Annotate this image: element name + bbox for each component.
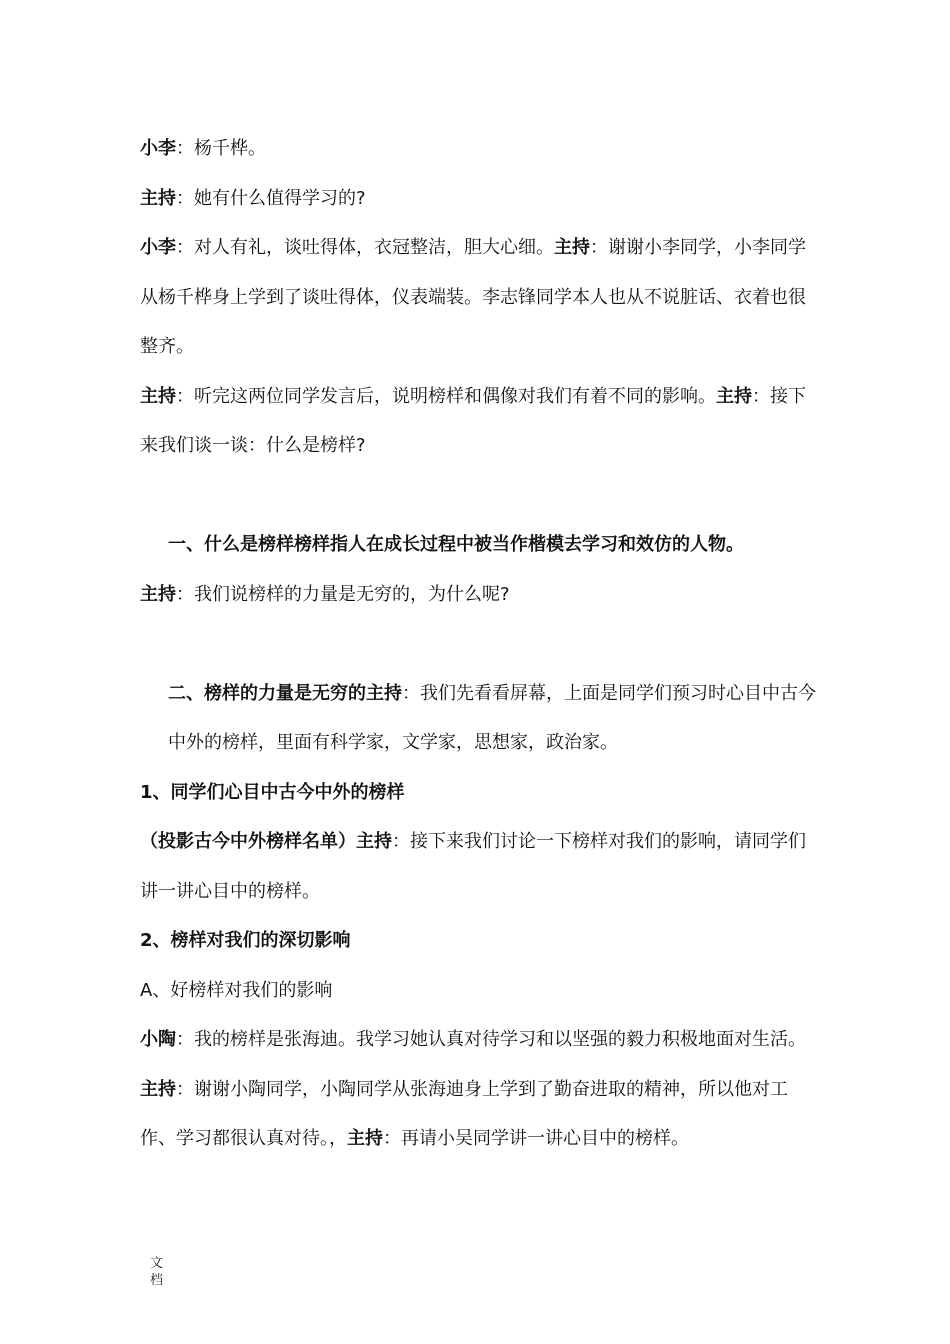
speaker-label: 主持 xyxy=(716,385,752,407)
paragraph xyxy=(140,174,820,224)
speech-text: A、好榜样对我们的影响 xyxy=(140,979,333,1001)
speaker-label: 小李 xyxy=(140,138,176,159)
paragraph xyxy=(140,1065,820,1164)
paragraph xyxy=(140,570,820,620)
speaker-label: 主持 xyxy=(140,583,176,605)
speech-text: ：再请小吴同学讲一讲心目中的榜样。 xyxy=(383,1128,689,1149)
speaker-label: 主持 xyxy=(140,385,176,407)
speech-text: ：她有什么值得学习的? xyxy=(176,187,366,209)
speaker-label: 主持 xyxy=(140,187,176,209)
heading-text: 1、同学们心目中古今中外的榜样 xyxy=(140,781,405,803)
speaker-label: 小陶 xyxy=(140,1029,176,1050)
subheading xyxy=(140,768,820,818)
paragraph xyxy=(140,966,820,1016)
speech-text: ：谢谢小陶同学，小陶同学从张海迪身上学到了勤奋进取的精神，所以他对工作、学习都很认真对待。， xyxy=(140,1078,788,1149)
section-heading xyxy=(140,669,820,768)
document-body xyxy=(140,124,820,1164)
speech-text: ：接下来我们谈一谈：什么是榜样? xyxy=(140,385,806,456)
heading-text: 2、榜样对我们的深切影响 xyxy=(140,930,351,951)
speech-text: ：我的榜样是张海迪。我学习她认真对待学习和以坚强的毅力积极地面对生活。 xyxy=(176,1029,806,1050)
page-footer: 文档 xyxy=(150,1256,164,1288)
blank-line xyxy=(140,471,820,521)
heading-text: （投影古今中外榜样名单）主持 xyxy=(140,831,392,852)
speaker-label: 主持 xyxy=(554,237,590,258)
speech-text: ：对人有礼，谈吐得体，衣冠整洁，胆大心细。 xyxy=(176,237,554,258)
paragraph xyxy=(140,223,820,372)
speaker-label: 主持 xyxy=(140,1078,176,1100)
speech-text: ：我们说榜样的力量是无穷的，为什么呢? xyxy=(176,583,510,605)
speech-text: ：听完这两位同学发言后，说明榜样和偶像对我们有着不同的影响。 xyxy=(176,385,716,407)
heading-text: 二、榜样的力量是无穷的主持 xyxy=(168,682,402,704)
speech-text: ：接下来我们讨论一下榜样对我们的影响，请同学们讲一讲心目中的榜样。 xyxy=(140,831,806,902)
speaker-label: 主持 xyxy=(347,1128,383,1149)
speaker-label: 小李 xyxy=(140,237,176,258)
paragraph xyxy=(140,124,820,174)
speech-text: ：杨千桦。 xyxy=(176,138,266,159)
paragraph xyxy=(140,372,820,471)
paragraph xyxy=(140,817,820,916)
paragraph xyxy=(140,1015,820,1065)
heading-text: 一、什么是榜样榜样指人在成长过程中被当作楷模去学习和效仿的人物。 xyxy=(168,534,744,555)
section-heading xyxy=(140,520,820,570)
blank-line xyxy=(140,619,820,669)
speech-text: ：谢谢小李同学，小李同学从杨千桦身上学到了谈吐得体，仪表端装。李志锋同学本人也从不说脏话、衣着也很整齐。 xyxy=(140,237,806,357)
speech-text: ：我们先看看屏幕，上面是同学们预习时心目中古今中外的榜样，里面有科学家，文学家，思想家，政治家。 xyxy=(168,682,816,753)
subheading xyxy=(140,916,820,966)
